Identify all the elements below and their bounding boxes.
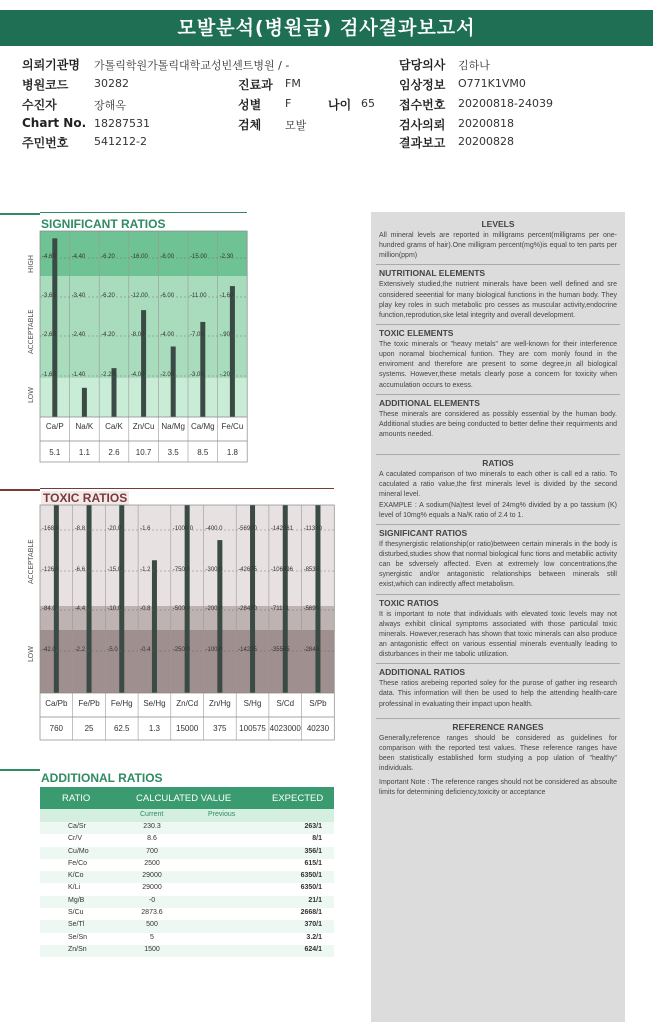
receipt-label: 접수번호 — [399, 98, 446, 112]
tick-label: -8.8 — [74, 526, 86, 532]
category-label: Fe/Hg — [110, 699, 133, 708]
tick-label: -56900 — [238, 526, 257, 532]
expected-value: 21/1 — [308, 896, 322, 904]
toxic-ratios-heading: TOXIC RATIOS — [379, 597, 439, 608]
category-label: Se/Hg — [143, 699, 166, 708]
clinical-value: O771K1VM0 — [458, 77, 526, 90]
tick-label: -1.60 — [42, 372, 56, 378]
tick-label: -1.6 — [140, 526, 151, 532]
tick-label: -4.00 — [130, 372, 145, 378]
add-sub-row — [40, 809, 334, 822]
bar-zn-cd — [185, 505, 190, 693]
tick-label: -71131 — [270, 606, 290, 612]
add-col-ratio: RATIO — [62, 793, 91, 804]
bar-s-pb — [315, 505, 320, 693]
ssn-label: 주민번호 — [22, 136, 69, 150]
ratio-name: S/Cu — [68, 909, 84, 917]
tick-label: -84.0 — [42, 606, 56, 612]
expected-value: 2668/1 — [300, 909, 322, 917]
expected-value: 356/1 — [304, 847, 322, 855]
tick-label: -3.60 — [42, 293, 56, 299]
value-label: 5.1 — [49, 448, 61, 457]
tick-label: -400.0 — [205, 526, 223, 532]
tick-label: -5.0 — [107, 647, 118, 653]
value-label: 2.6 — [108, 448, 120, 457]
value-label: 25 — [84, 724, 94, 733]
significant-ratios-text: If thesynergistic relationship(or ratio)between certain minerals in the body is disturbed,studies show that normal biological func tions and metabilic activity can be sdversely affected. Even at extremely low concentrations,the synergistic and/or antagonistic relationships between minerals still exist,which can indirectly affect metabolism. — [379, 540, 617, 589]
category-label: S/Pb — [309, 699, 327, 708]
tick-label: -11.00 — [190, 293, 207, 299]
category-label: Na/Mg — [161, 422, 185, 431]
tick-label: -8535 — [303, 567, 319, 573]
sig-rule — [0, 213, 40, 215]
tick-label: -42.0 — [42, 647, 56, 653]
tick-label: -16.00 — [130, 254, 148, 260]
value-label: 4023000 — [269, 724, 301, 733]
tick-label: -5690 — [303, 606, 319, 612]
value-label: 3.5 — [167, 448, 179, 457]
bar-fe-cu — [230, 286, 235, 417]
current-value: 29000 — [142, 884, 162, 892]
sig-zone-acceptable: ACCEPTABLE — [27, 309, 35, 354]
institution-value: 가톨릭학원가톨릭대학교성빈센트병원 / - — [94, 59, 290, 72]
category-label: Zn/Hg — [208, 699, 231, 708]
levels-heading: LEVELS — [481, 219, 515, 229]
bar-zn-cu — [141, 310, 146, 417]
nutritional-heading: NUTRITIONAL ELEMENTS — [379, 268, 486, 279]
tick-label: -2.2 — [74, 647, 86, 653]
nutritional-text: Extensively studied,the nutrient minerals have been well defined and sre considered seeential for many biological functions in the human body. They play key roles in such metabolic pro cesses as muscular activity,endocrine function,reprodution,ske letal integrity and overall development. — [379, 281, 617, 319]
tick-label: -4.60 — [42, 254, 56, 260]
tick-label: -20.0 — [107, 526, 122, 532]
recipient-value: 장해옥 — [94, 99, 126, 112]
table-row — [40, 945, 334, 957]
tick-label: -250.0 — [172, 647, 190, 653]
request-date-value: 20200818 — [458, 117, 514, 130]
value-label: 10.7 — [135, 448, 152, 457]
tick-label: -35565 — [270, 647, 290, 653]
current-value: 700 — [146, 847, 158, 855]
tick-label: -12.00 — [130, 293, 148, 299]
ratios-heading: RATIOS — [482, 458, 514, 469]
tick-label: -6.6 — [74, 567, 86, 573]
bar-zn-hg — [217, 540, 222, 693]
tick-label: -1.40 — [71, 372, 86, 378]
tick-label: -1000.0 — [172, 526, 194, 532]
value-label: 1.1 — [78, 448, 90, 457]
additional-ratios-table — [40, 787, 334, 957]
tick-label: -10.0 — [107, 606, 122, 612]
value-label: 8.5 — [197, 448, 209, 457]
receipt-value: 20200818-24039 — [458, 97, 553, 110]
reference-ranges-note: Important Note : The reference ranges should not be considered as absoulte limits for determining deficiency,toxicity or acceptance — [379, 779, 617, 797]
toxic-rule2 — [40, 488, 334, 489]
tick-label: -4.00 — [160, 332, 175, 338]
significant-ratios-heading: SIGNIFICANT RATIOS — [379, 527, 468, 538]
toxic-rule — [0, 489, 40, 491]
ratio-name: Zn/Sn — [68, 945, 87, 953]
tick-label: -15.00 — [190, 254, 208, 260]
toxic-ratios-text: It is important to note that individuals with elevated toxic levels may not always exhibit clinical symptoms associated with those particulal toxic minerals. However,reserach has shown that toxic minerals can also produce an antagonistic effect on various essential minerals eventually leading to disturbances in their me tabolic utilization. — [379, 610, 617, 659]
tick-label: -6.20 — [101, 293, 115, 299]
ratio-name: Ca/Sr — [68, 823, 86, 830]
tick-label: -2.40 — [71, 332, 86, 338]
expected-value: 6350/1 — [300, 872, 322, 880]
sex-label: 성별 — [238, 98, 262, 112]
current-value: 1500 — [144, 945, 160, 953]
age-value: 65 — [361, 97, 375, 110]
sig-rule2 — [40, 212, 247, 213]
tick-label: -8.00 — [130, 332, 145, 338]
ratio-name: Fe/Co — [68, 859, 88, 867]
ratio-name: K/Co — [68, 872, 84, 880]
tick-label: -1.2 — [140, 567, 151, 573]
ratio-name: K/Li — [68, 884, 81, 892]
ratios-example: EXAMPLE : A sodium(Na)test level of 24mg% divided by a po tassium (K) level of 10mg% equals a Na/K ratio of 2.4 to 1. — [379, 501, 617, 519]
table-row — [40, 920, 334, 932]
value-label: 15000 — [176, 724, 199, 733]
tick-label: -2.00 — [160, 372, 175, 378]
tick-label: -126.0 — [42, 567, 60, 573]
tick-label: -4.20 — [101, 332, 115, 338]
current-value: 500 — [146, 921, 158, 929]
add-col-calc: CALCULATED VALUE — [136, 793, 232, 804]
value-label: 100575 — [239, 724, 266, 733]
bar-s-cd — [283, 505, 288, 693]
dept-value: FM — [285, 77, 301, 90]
tick-label: -200.0 — [205, 606, 223, 612]
add-sub-previous: Previous — [208, 811, 236, 818]
value-label: 1.3 — [148, 724, 160, 733]
expected-value: 3.2/1 — [306, 933, 322, 941]
category-label: S/Hg — [243, 699, 262, 708]
table-row — [40, 933, 334, 945]
tick-label: -300.0 — [205, 567, 223, 573]
sex-value: F — [285, 97, 292, 110]
value-label: 760 — [49, 724, 64, 733]
tick-label: -.90 — [219, 332, 230, 338]
ratio-name: Se/Tl — [68, 921, 85, 929]
tick-label: -2.30 — [219, 254, 234, 260]
bar-na-mg — [171, 347, 176, 418]
add-title: ADDITIONAL RATIOS — [41, 771, 163, 785]
bar-na-k — [82, 388, 87, 417]
dept-label: 진료과 — [238, 78, 273, 92]
tick-label: -3.00 — [190, 372, 204, 378]
age-label: 나이 — [328, 98, 352, 112]
category-label: S/Cd — [276, 699, 295, 708]
levels-text: All mineral levels are reported in milligrams percent(milligrams per one-hundred grams of hair).One milligram percent(mg%)is equal to ten parts per million(ppm) — [379, 232, 617, 260]
expected-value: 370/1 — [304, 921, 322, 929]
category-label: Zn/Cd — [176, 699, 199, 708]
table-row — [40, 883, 334, 895]
category-label: Ca/Pb — [45, 699, 68, 708]
value-label: 40230 — [306, 724, 330, 733]
expected-value: 615/1 — [304, 859, 322, 867]
request-date-label: 검사의뢰 — [399, 118, 446, 132]
specimen-value: 모발 — [285, 119, 307, 132]
institution-label: 의뢰기관명 — [22, 58, 80, 72]
toxic-chart-svg — [0, 500, 345, 745]
value-label: 62.5 — [113, 724, 130, 733]
expected-value: 6350/1 — [300, 884, 322, 892]
ssn-value: 541212-2 — [94, 135, 147, 148]
ratio-name: Mg/B — [68, 896, 85, 904]
add-sub-current: Current — [140, 811, 164, 818]
bar-s-hg — [250, 505, 255, 693]
recipient-label: 수진자 — [22, 98, 57, 112]
tick-label: -42675 — [238, 567, 257, 573]
tick-label: -7.00 — [190, 332, 204, 338]
category-label: Ca/K — [105, 422, 123, 431]
current-value: 2873.6 — [141, 909, 163, 917]
tick-label: -6.00 — [160, 293, 175, 299]
toxic-elements-heading: TOXIC ELEMENTS — [379, 327, 454, 338]
toxic-zone-acceptable: ACCEPTABLE — [27, 539, 35, 584]
ratios-text: A caculated comparison of two minerals to each other is call ed a ratio. To caculated a ratio value,the first minerals level is divided by the second mineral level. — [379, 471, 617, 499]
toxic-elements-text: The toxic minerals or "heavy metals" are well-known for their interference upon noramal biochemical funtion. They are com monly found in the enviroment and therefore are present to some degree,in all biological systems. However,these metals clearly pose a concern for toxicity when accumulation occurs to exess. — [379, 340, 617, 389]
tick-label: -15.0 — [107, 567, 122, 573]
additional-elements-text: These minerals are considered as possibly essential by the human body. Additional studies are being conducted to better define their requirments and amounts needed. — [379, 410, 617, 438]
sig-title: SIGNIFICANT RATIOS — [41, 217, 166, 231]
tick-label: -100.0 — [205, 647, 223, 653]
current-value: 2500 — [144, 859, 160, 867]
value-label: 375 — [213, 724, 227, 733]
table-row — [40, 847, 334, 859]
category-label: Ca/Mg — [191, 422, 215, 431]
category-label: Zn/Cu — [132, 422, 155, 431]
tick-label: -14225 — [238, 647, 257, 653]
table-row — [40, 896, 334, 908]
current-value: 230.3 — [143, 823, 161, 830]
tick-label: -4.40 — [71, 254, 86, 260]
expected-value: 263/1 — [304, 823, 322, 830]
bar-se-hg — [152, 560, 157, 693]
category-label: Fe/Pb — [78, 699, 100, 708]
ratio-name: Cr/V — [68, 835, 82, 843]
add-header-row — [40, 787, 334, 809]
current-value: 5 — [150, 933, 154, 941]
specimen-label: 검체 — [238, 118, 262, 132]
sig-zone-high: HIGH — [27, 254, 35, 273]
tick-label: -28450 — [238, 606, 257, 612]
chart-no-value: 18287531 — [94, 117, 150, 130]
tick-label: -106696 — [270, 567, 293, 573]
bar-fe-pb — [87, 505, 92, 693]
tick-label: -750.0 — [172, 567, 190, 573]
ratio-name: Cu/Mo — [68, 847, 89, 855]
chart-no-label: Chart No. — [22, 116, 87, 130]
report-date-label: 결과보고 — [399, 136, 446, 150]
category-label: Ca/P — [45, 422, 64, 431]
tick-label: -2.60 — [42, 332, 56, 338]
table-row — [40, 859, 334, 871]
ratio-name: Se/Sn — [68, 933, 88, 941]
sig-zone-low: LOW — [27, 386, 35, 403]
bar-fe-hg — [119, 505, 124, 693]
bar-ca-pb — [54, 505, 59, 693]
tick-label: -3.40 — [71, 293, 86, 299]
hospital-code-value: 30282 — [94, 77, 129, 90]
tick-label: -4.4 — [74, 606, 86, 612]
bar-ca-p — [52, 238, 57, 417]
doctor-value: 김하나 — [458, 59, 490, 72]
current-value: 8.6 — [147, 835, 157, 843]
add-col-expected: EXPECTED — [272, 793, 324, 804]
tick-label: -500.0 — [172, 606, 190, 612]
toxic-zone-low: LOW — [27, 645, 35, 662]
toxic-title: TOXIC RATIOS — [43, 491, 128, 505]
current-value: -0 — [148, 896, 156, 904]
table-row — [40, 834, 334, 846]
report-date-value: 20200828 — [458, 135, 514, 148]
tick-label: -142261 — [270, 526, 293, 532]
expected-value: 624/1 — [304, 945, 322, 953]
tick-label: -2845 — [303, 647, 319, 653]
tick-label: -168.0 — [42, 526, 60, 532]
reference-ranges-text: Generally,reference ranges should be considered as guidelines for comparison with the reported test values. These reference ranges have been statistically established form studying a pop ulation of "healthy" individuals. — [379, 734, 617, 773]
tick-label: -1.60 — [219, 293, 234, 299]
clinical-label: 임상정보 — [399, 78, 446, 92]
tick-label: -0.8 — [140, 606, 151, 612]
additional-elements-heading: ADDITIONAL ELEMENTS — [379, 397, 480, 408]
tick-label: -11380 — [303, 526, 322, 532]
add-rule — [0, 769, 40, 771]
hospital-code-label: 병원코드 — [22, 78, 69, 92]
value-label: 1.8 — [226, 448, 238, 457]
additional-ratios-heading: ADDITIONAL RATIOS — [379, 667, 466, 678]
tick-label: -2.20 — [101, 372, 115, 378]
table-row — [40, 908, 334, 920]
doctor-label: 담당의사 — [399, 58, 446, 72]
tick-label: -6.20 — [101, 254, 115, 260]
expected-value: 8/1 — [312, 835, 322, 843]
tick-label: -0.4 — [140, 647, 151, 653]
tick-label: -.20 — [219, 372, 230, 378]
category-label: Na/K — [75, 422, 94, 431]
table-row — [40, 822, 334, 834]
current-value: 29000 — [142, 872, 162, 880]
additional-ratios-text: These ratios arebeing reported soley for the purose of gather ing research data. This information will then be used to help the attending health-care professinal in evaluating their impact upon health. — [379, 680, 617, 708]
reference-ranges-heading: REFERENCE RANGES — [452, 721, 544, 732]
category-label: Fe/Cu — [221, 422, 244, 431]
report-title: 모발분석(병원급) 검사결과보고서 — [0, 10, 653, 46]
info-panel — [371, 212, 625, 1022]
table-row — [40, 871, 334, 883]
tick-label: -8.00 — [160, 254, 175, 260]
